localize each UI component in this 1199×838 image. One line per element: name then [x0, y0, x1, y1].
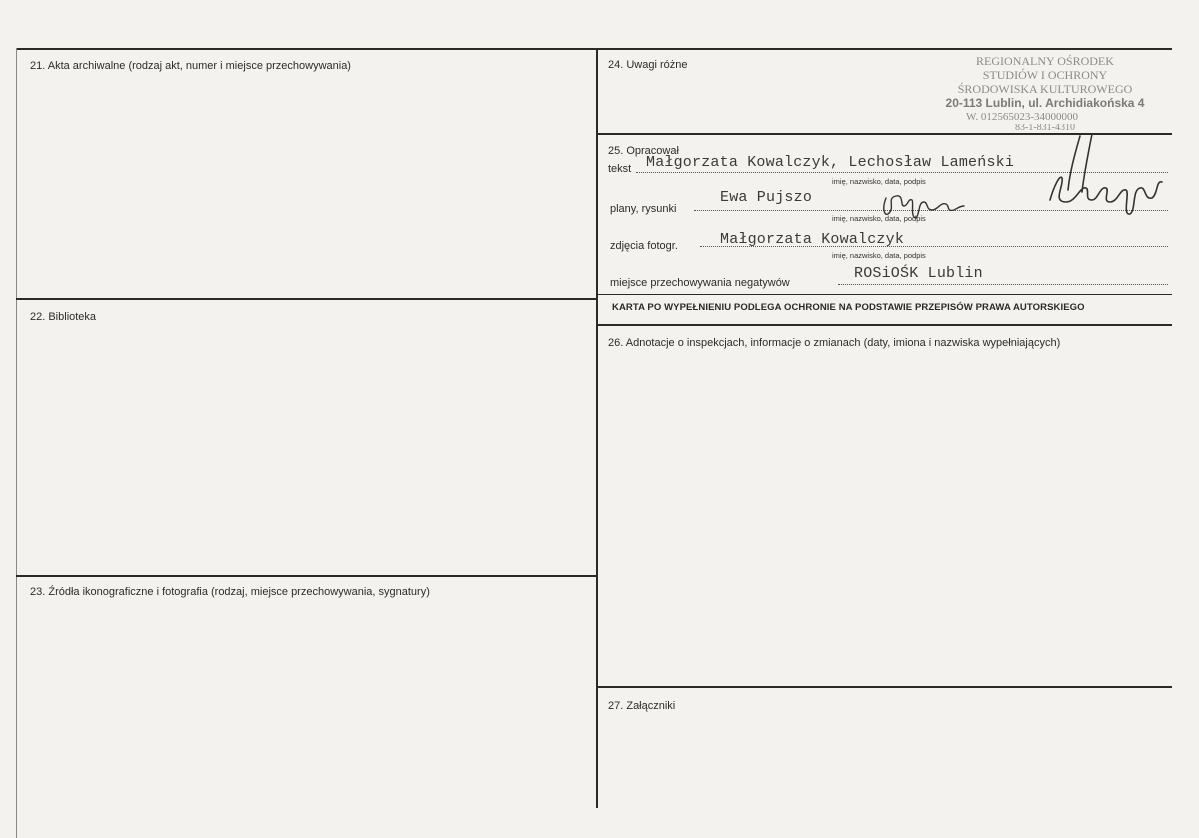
plans-field-caption: imię, nazwisko, data, podpis [832, 214, 926, 223]
section-27-label: 27. Załączniki [608, 700, 676, 712]
negatives-field-value: ROSiOŚK Lublin [854, 265, 983, 282]
rule-22 [16, 298, 596, 300]
section-23-label: 23. Źródła ikonograficzne i fotografia (rodzaj, miejsce przechowywania, sygnatury) [30, 586, 430, 598]
top-rule [16, 48, 1172, 50]
text-field-value: Małgorzata Kowalczyk, Lechosław Lameński [646, 154, 1015, 171]
stamp-line-6: 83-1-831-4310 [1015, 124, 1075, 131]
section-26-label: 26. Adnotacje o inspekcjach, informacje o zmianach (daty, imiona i nazwiska wypełniających) [608, 337, 1061, 349]
section-24-label: 24. Uwagi różne [608, 59, 688, 71]
signature-lamenski [1040, 130, 1170, 220]
photos-field-value: Małgorzata Kowalczyk [720, 231, 905, 248]
plans-field-label: plany, rysunki [610, 203, 677, 215]
section-21-label: 21. Akta archiwalne (rodzaj akt, numer i miejsce przechowywania) [30, 60, 351, 72]
text-field-label: tekst [608, 163, 632, 175]
institution-stamp [930, 54, 1160, 131]
signature-pujszo [878, 188, 968, 228]
stamp-line-5: W. 012565023-34000000 [966, 111, 1079, 123]
section-25-label: 25. Opracował [608, 145, 679, 157]
section-22-label: 22. Biblioteka [30, 311, 97, 323]
stamp-line-4: 20-113 Lublin, ul. Archidiakońska 4 [945, 96, 1145, 110]
stamp-line-3: ŚRODOWISKA KULTUROWEGO [957, 82, 1133, 96]
plans-field-value: Ewa Pujszo [720, 189, 813, 206]
rule-23 [16, 575, 596, 577]
rule-notice-top [598, 294, 1172, 295]
negatives-field-line [838, 284, 1168, 285]
rule-26 [598, 324, 1172, 326]
left-border [16, 48, 17, 838]
copyright-notice: KARTA PO WYPEŁNIENIU PODLEGA OCHRONIE NA PODSTAWIE PRZEPISÓW PRAWA AUTORSKIEGO [612, 302, 1085, 313]
photos-field-label: zdjęcia fotogr. [610, 240, 678, 252]
rule-27 [598, 686, 1172, 688]
photos-field-caption: imię, nazwisko, data, podpis [832, 251, 926, 260]
negatives-field-label: miejsce przechowywania negatywów [610, 277, 790, 289]
stamp-line-1: REGIONALNY OŚRODEK [976, 54, 1114, 68]
stamp-line-2: STUDIÓW I OCHRONY [982, 68, 1108, 82]
text-field-caption: imię, nazwisko, data, podpis [832, 177, 926, 186]
center-divider [596, 48, 598, 808]
